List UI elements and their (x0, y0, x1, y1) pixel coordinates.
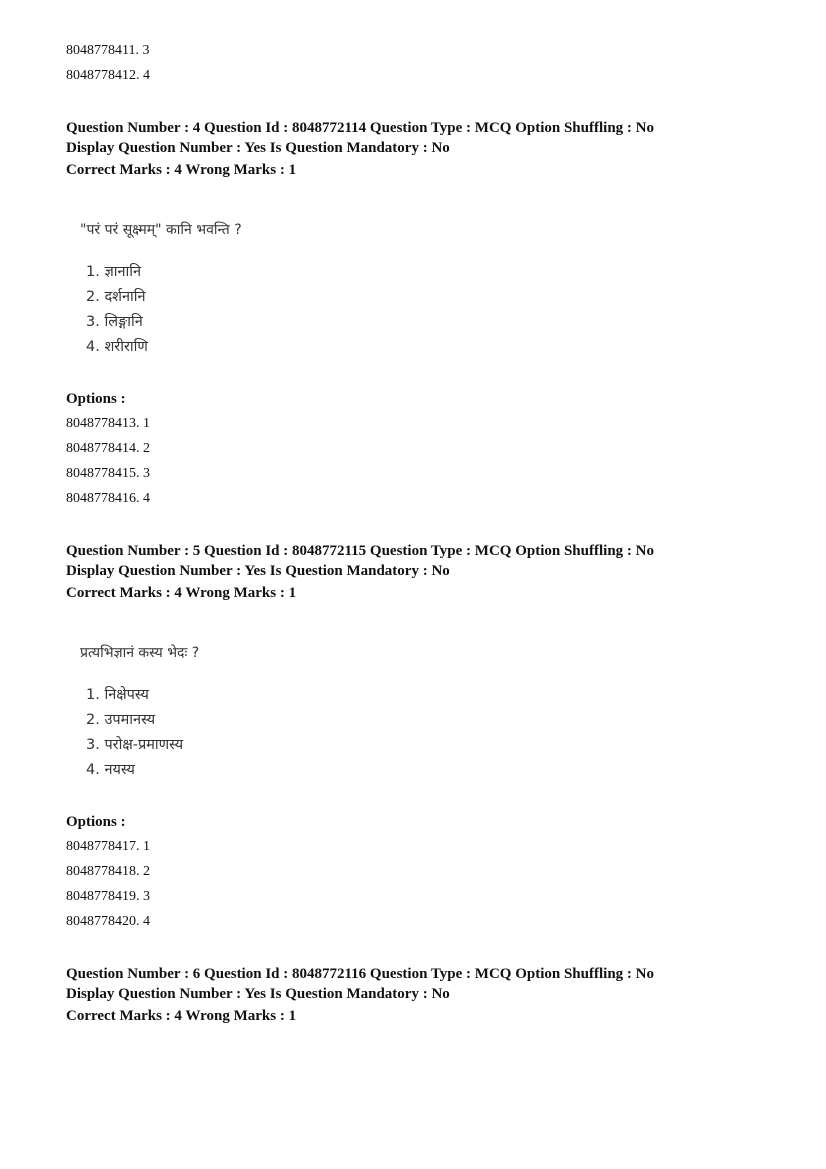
choice-item: 4. शरीराणि (86, 339, 148, 355)
choice-item: 4. नयस्य (86, 762, 135, 778)
question-marks: Correct Marks : 4 Wrong Marks : 1 (66, 585, 297, 601)
choice-item: 1. ज्ञानानि (86, 264, 142, 280)
option-value: 3 (142, 43, 150, 58)
question-marks: Correct Marks : 4 Wrong Marks : 1 (66, 162, 297, 178)
option-value: 4 (143, 914, 150, 929)
option-value: 4 (143, 491, 150, 506)
option-row (66, 66, 150, 85)
question-marks: Correct Marks : 4 Wrong Marks : 1 (66, 1008, 297, 1024)
option-row (66, 464, 150, 483)
choice-item: 2. दर्शनानि (86, 289, 146, 305)
choice-item: 3. परोक्ष-प्रमाणस्य (86, 737, 184, 753)
question-header-line1: Question Number : 6 Question Id : 8048772116 Question Type : MCQ Option Shuffling : No (66, 966, 654, 982)
option-value: 2 (143, 441, 150, 456)
options-label: Options : (66, 391, 126, 407)
option-row (66, 41, 149, 60)
option-id: 8048778415. (66, 466, 140, 481)
question-header-line1: Question Number : 5 Question Id : 8048772115 Question Type : MCQ Option Shuffling : No (66, 543, 654, 559)
option-row (66, 837, 150, 856)
option-row (66, 912, 150, 931)
question-header-line1: Question Number : 4 Question Id : 8048772114 Question Type : MCQ Option Shuffling : No (66, 120, 654, 136)
option-id: 8048778419. (66, 889, 140, 904)
option-id: 8048778417. (66, 839, 140, 854)
option-id: 8048778418. (66, 864, 140, 879)
option-id: 8048778412. (66, 68, 140, 83)
question-header-line2: Display Question Number : Yes Is Question Mandatory : No (66, 986, 450, 1002)
option-row (66, 414, 150, 433)
question-text: प्रत्यभिज्ञानं कस्य भेदः ? (80, 645, 200, 661)
option-row (66, 887, 150, 906)
choice-item: 1. निक्षेपस्य (86, 687, 149, 703)
option-id: 8048778411. (66, 43, 139, 58)
option-value: 1 (143, 839, 150, 854)
option-row (66, 489, 150, 508)
question-text: "परं परं सूक्ष्मम्" कानि भवन्ति ? (80, 222, 242, 238)
option-id: 8048778413. (66, 416, 140, 431)
option-value: 3 (143, 466, 150, 481)
option-id: 8048778414. (66, 441, 140, 456)
option-value: 4 (143, 68, 150, 83)
option-value: 1 (143, 416, 150, 431)
choice-item: 2. उपमानस्य (86, 712, 156, 728)
option-row (66, 439, 150, 458)
options-label: Options : (66, 814, 126, 830)
option-id: 8048778420. (66, 914, 140, 929)
option-id: 8048778416. (66, 491, 140, 506)
question-header-line2: Display Question Number : Yes Is Question Mandatory : No (66, 140, 450, 156)
option-row (66, 862, 150, 881)
choice-item: 3. लिङ्गानि (86, 314, 143, 330)
question-header-line2: Display Question Number : Yes Is Question Mandatory : No (66, 563, 450, 579)
option-value: 3 (143, 889, 150, 904)
option-value: 2 (143, 864, 150, 879)
